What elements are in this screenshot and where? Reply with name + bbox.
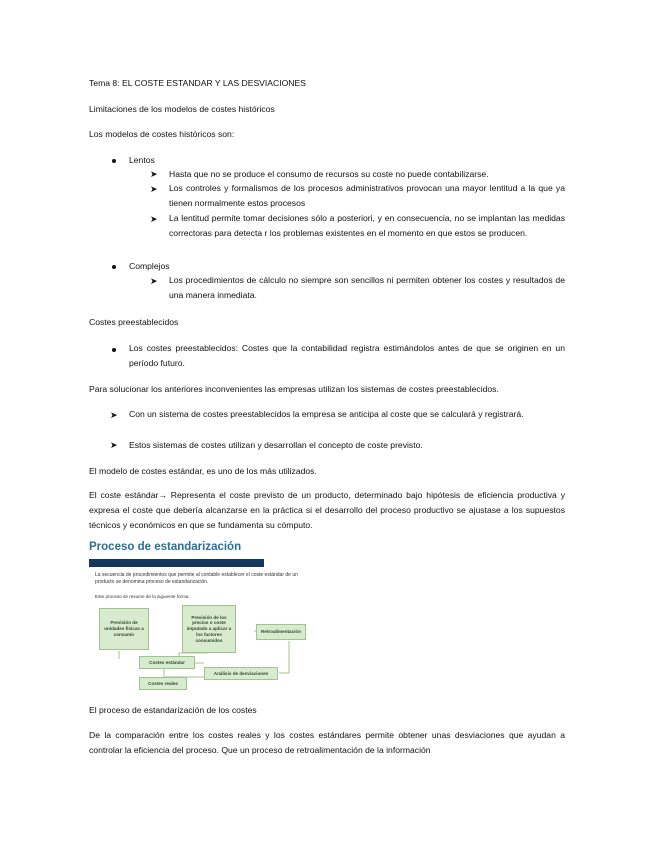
model-sentence: El modelo de costes estándar, es uno de los más utilizados. — [89, 466, 317, 476]
arrow-bullet-icon: ➤ — [110, 440, 118, 450]
complejos-item-1: Los procedimientos de cálculo no siempre son sencillos ni permiten obtener los costes y resultados de una manera inmediata. — [169, 275, 565, 300]
coste-estandar-paragraph: El coste estándar→ Representa el coste previsto de un producto, determinado bajo hipótesis de eficiencia productiva y expresa el coste que debería alcanzarse en la práctica si el desarrollo del proceso productivo se ajustase a los supuestos técnicos y económicos en que se fundamenta su cómputo. — [89, 490, 565, 530]
bullet-dot — [112, 159, 116, 163]
bullet-dot — [112, 348, 116, 352]
lentos-item-1: Hasta que no se produce el consumo de recursos su coste no puede contabilizarse. — [169, 169, 489, 179]
estandarizacion-diagram — [89, 541, 311, 693]
connector-line — [279, 641, 289, 673]
box-costes-estandar: Costes estándar — [139, 656, 195, 669]
solution-intro: Para solucionar los anteriores inconvenientes las empresas utilizan los sistemas de costes preestablecidos. — [89, 384, 499, 394]
section-heading-proceso: El proceso de estandarización de los costes — [89, 705, 257, 715]
diagram-intro: La secuencia de procedimientos que permite al contable establecer el coste estándar de un producto se denomina proceso de estandarización. — [95, 572, 298, 585]
lentos-item-3: La lentitud permite tomar decisiones sólo a posteriori, y en consecuencia, no se implantan las medidas correctoras para detecta r los problemas existentes en el momento en que estos se producen. — [169, 213, 565, 238]
preestablecidos-bullet: Los costes preestablecidos: Costes que la contabilidad registra estimándolos antes de que se originen en un período futuro. — [129, 343, 565, 368]
box-analisis-desviaciones: Análisis de desviaciones — [204, 667, 278, 680]
arrow-bullet-icon: ➤ — [110, 410, 118, 420]
bullet-lentos: Lentos — [129, 155, 155, 165]
intro-text: Los modelos de costes históricos son: — [89, 129, 235, 139]
arrow-bullet-icon: ➤ — [150, 169, 158, 179]
solution-item-2: Estos sistemas de costes utilizan y desarrollan el concepto de coste previsto. — [129, 440, 423, 450]
arrow-bullet-icon: ➤ — [150, 214, 158, 224]
section-heading-preestablecidos: Costes preestablecidos — [89, 317, 179, 327]
page-title: Tema 8: EL COSTE ESTANDAR Y LAS DESVIACIONES — [89, 78, 306, 88]
diagram-subtitle: Este proceso se resume de la siguiente forma — [95, 594, 189, 599]
box-retroalimentacion: Retroalimentación — [256, 624, 306, 640]
box-prevision-unidades: Previsión de unidades físicas a consumir — [99, 608, 149, 650]
bullet-complejos: Complejos — [129, 261, 170, 271]
arrow-bullet-icon: ➤ — [150, 184, 158, 194]
section-heading-limitaciones: Limitaciones de los modelos de costes históricos — [89, 104, 275, 114]
box-costes-reales: Costes reales — [139, 677, 187, 690]
box-prevision-precios: Previsión de los precios o coste imputado a aplicar a los factores consumidos — [182, 605, 236, 653]
diagram-title: Proceso de estandarización — [89, 541, 242, 553]
lentos-item-2: Los controles y formalismos de los procesos administrativos provocan una mayor lentitud a la que ya tienen normalmente estos procesos — [169, 183, 565, 208]
solution-item-1: Con un sistema de costes preestablecidos la empresa se anticipa al coste que se calculará y registrará. — [129, 409, 524, 419]
arrow-bullet-icon: ➤ — [150, 276, 158, 286]
bullet-dot — [112, 265, 116, 269]
final-paragraph: De la comparación entre los costes reales y los costes estándares permite obtener unas desviaciones que ayudan a controlar la eficiencia del proceso. Que un proceso de retroalimentación de la información — [89, 730, 565, 755]
